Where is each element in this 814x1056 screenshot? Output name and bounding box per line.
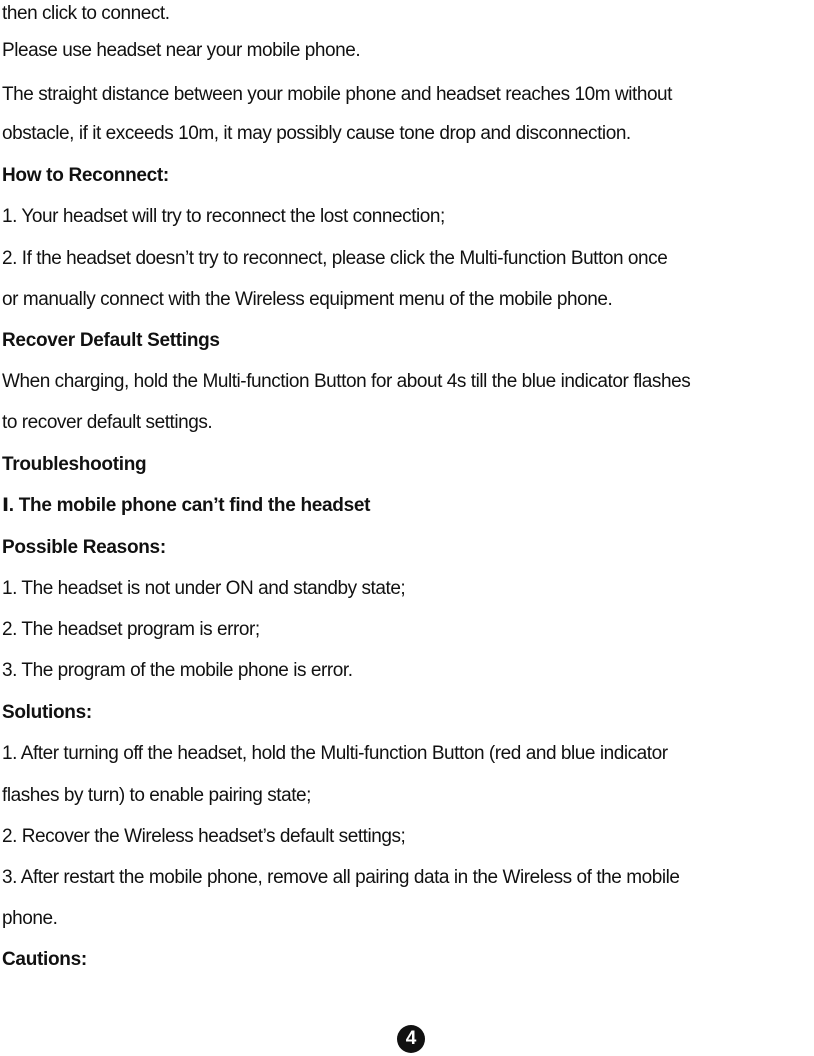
section-heading: How to Reconnect: bbox=[2, 165, 169, 186]
body-text-line: obstacle, if it exceeds 10m, it may possibly cause tone drop and disconnection. bbox=[2, 123, 631, 144]
section-heading: Troubleshooting bbox=[2, 454, 147, 475]
body-text-line: 1. Your headset will try to reconnect the lost connection; bbox=[2, 206, 445, 227]
body-text-line: then click to connect. bbox=[2, 3, 170, 24]
body-text-line: 2. The headset program is error; bbox=[2, 619, 260, 640]
body-text-line: Please use headset near your mobile phone. bbox=[2, 40, 361, 61]
body-text-line: 2. If the headset doesn’t try to reconnect, please click the Multi-function Button once bbox=[2, 248, 668, 269]
body-text-line: to recover default settings. bbox=[2, 412, 213, 433]
subsection-heading: Solutions: bbox=[2, 702, 92, 723]
body-text-line: 1. After turning off the headset, hold the Multi-function Button (red and blue indicator bbox=[2, 743, 668, 764]
body-text-line: flashes by turn) to enable pairing state; bbox=[2, 785, 311, 806]
body-text-line: When charging, hold the Multi-function Button for about 4s till the blue indicator flashes bbox=[2, 371, 691, 392]
body-text-line: or manually connect with the Wireless equipment menu of the mobile phone. bbox=[2, 289, 613, 310]
body-text-line: 2. Recover the Wireless headset’s default settings; bbox=[2, 826, 406, 847]
body-text-line: The straight distance between your mobile phone and headset reaches 10m without bbox=[2, 84, 673, 105]
page-number-badge: 4 bbox=[397, 1025, 425, 1053]
body-text-line: phone. bbox=[2, 908, 58, 929]
section-heading: Recover Default Settings bbox=[2, 330, 220, 351]
body-text-line: 3. After restart the mobile phone, remove all pairing data in the Wireless of the mobile bbox=[2, 867, 680, 888]
body-text-line: 3. The program of the mobile phone is error. bbox=[2, 660, 353, 681]
section-heading: Cautions: bbox=[2, 949, 87, 970]
subsection-heading: Ⅰ. The mobile phone can’t find the headset bbox=[2, 495, 371, 516]
body-text-line: 1. The headset is not under ON and standby state; bbox=[2, 578, 406, 599]
subsection-heading: Possible Reasons: bbox=[2, 537, 166, 558]
